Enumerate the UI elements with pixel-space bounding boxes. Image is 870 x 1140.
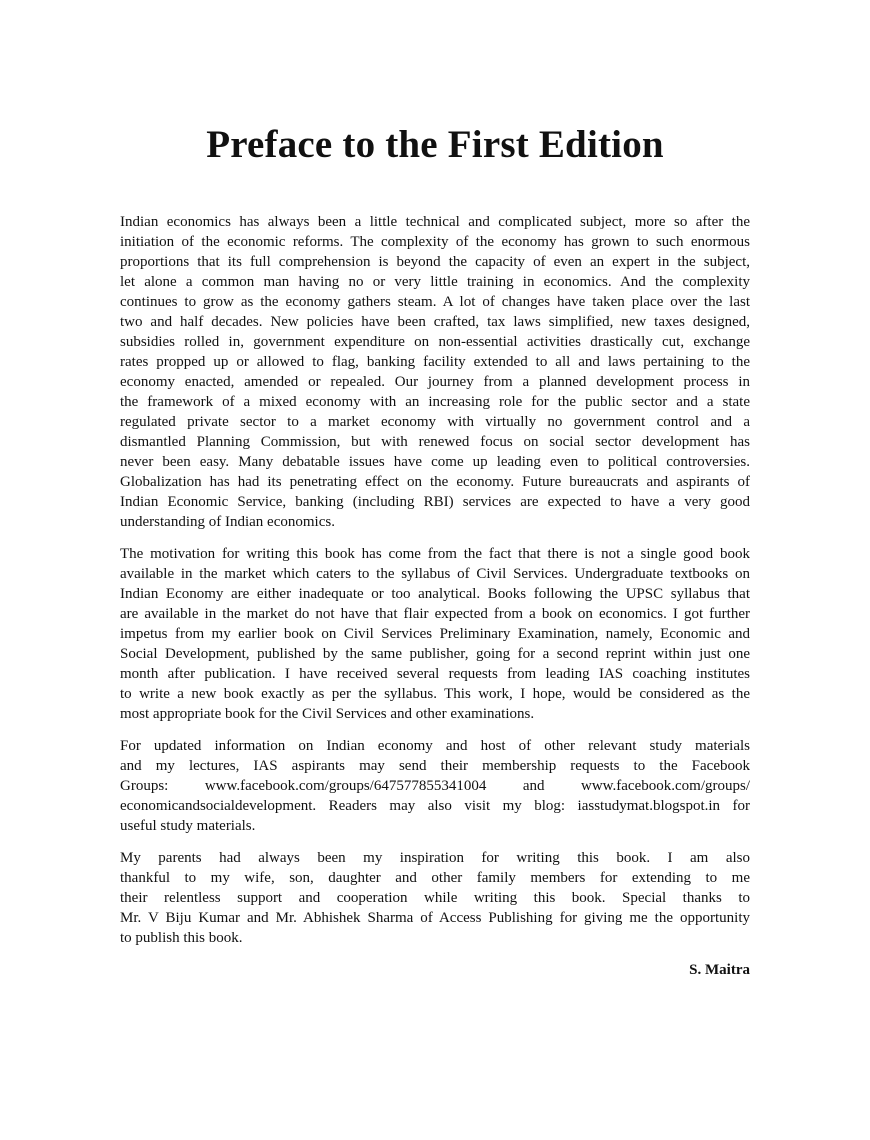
text-line: Indian Economy are either inadequate or too analytical. Books following the UPSC syllabus that <box>120 586 750 602</box>
author-signature: S. Maitra <box>689 962 750 978</box>
text-line: Indian economics has always been a little technical and complicated subject, more so after the <box>120 214 750 230</box>
text-line: are available in the market do not have that flair expected from a book on economics. I got further <box>120 606 750 622</box>
text-line: economy enacted, amended or repealed. Our journey from a planned development process in <box>120 374 750 390</box>
text-line: let alone a common man having no or very little training in economics. And the complexity <box>120 274 750 290</box>
text-line: proportions that its full comprehension is beyond the capacity of even an expert in the subject, <box>120 254 750 270</box>
text-line: Groups: www.facebook.com/groups/647577855341004 and www.facebook.com/groups/ <box>120 778 750 794</box>
text-line: two and half decades. New policies have been crafted, tax laws simplified, new taxes designed, <box>120 314 750 330</box>
text-line: regulated private sector to a market economy with virtually no government control and a <box>120 414 750 430</box>
text-line: to write a new book exactly as per the syllabus. This work, I hope, would be considered as the <box>120 686 750 702</box>
text-line: the framework of a mixed economy with an increasing role for the public sector and a state <box>120 394 750 410</box>
text-line: Globalization has had its penetrating effect on the economy. Future bureaucrats and aspirants of <box>120 474 750 490</box>
text-line: and my lectures, IAS aspirants may send their membership requests to the Facebook <box>120 758 750 774</box>
text-line: month after publication. I have received several requests from leading IAS coaching institutes <box>120 666 750 682</box>
text-line: For updated information on Indian economy and host of other relevant study materials <box>120 738 750 754</box>
text-line: useful study materials. <box>120 818 256 834</box>
text-line: Social Development, published by the same publisher, going for a second reprint within just one <box>120 646 750 662</box>
text-line: to publish this book. <box>120 930 243 946</box>
text-line: Mr. V Biju Kumar and Mr. Abhishek Sharma of Access Publishing for giving me the opportunity <box>120 910 750 926</box>
text-line: understanding of Indian economics. <box>120 514 335 530</box>
paragraph <box>120 736 750 836</box>
text-line: continues to grow as the economy gathers steam. A lot of changes have taken place over the last <box>120 294 750 310</box>
text-line: dismantled Planning Commission, but with renewed focus on social sector development has <box>120 434 750 450</box>
text-line: rates propped up or allowed to flag, banking facility extended to all and laws pertaining to the <box>120 354 750 370</box>
paragraphs <box>120 212 750 948</box>
text-line: initiation of the economic reforms. The complexity of the economy has grown to such enormous <box>120 234 750 250</box>
text-line: impetus from my earlier book on Civil Services Preliminary Examination, namely, Economic and <box>120 626 750 642</box>
text-line: The motivation for writing this book has come from the fact that there is not a single good book <box>120 546 750 562</box>
text-line: their relentless support and cooperation while writing this book. Special thanks to <box>120 890 750 906</box>
text-line: My parents had always been my inspiration for writing this book. I am also <box>120 850 750 866</box>
text-line: available in the market which caters to the syllabus of Civil Services. Undergraduate textbooks on <box>120 566 750 582</box>
preface-body <box>120 212 750 980</box>
text-line: economicandsocialdevelopment. Readers may also visit my blog: iasstudymat.blogspot.in for <box>120 798 750 814</box>
text-line: most appropriate book for the Civil Services and other examinations. <box>120 706 535 722</box>
text-line: subsidies rolled in, government expenditure on non-essential activities drastically cut, exchange <box>120 334 750 350</box>
paragraph <box>120 544 750 724</box>
paragraph <box>120 848 750 948</box>
text-line: never been easy. Many debatable issues have come up leading even to political controversies. <box>120 454 750 470</box>
text-line: Indian Economic Service, banking (including RBI) services are expected to have a very good <box>120 494 750 510</box>
page-title: Preface to the First Edition <box>206 123 664 166</box>
paragraph <box>120 212 750 532</box>
text-line: thankful to my wife, son, daughter and other family members for extending to me <box>120 870 750 886</box>
